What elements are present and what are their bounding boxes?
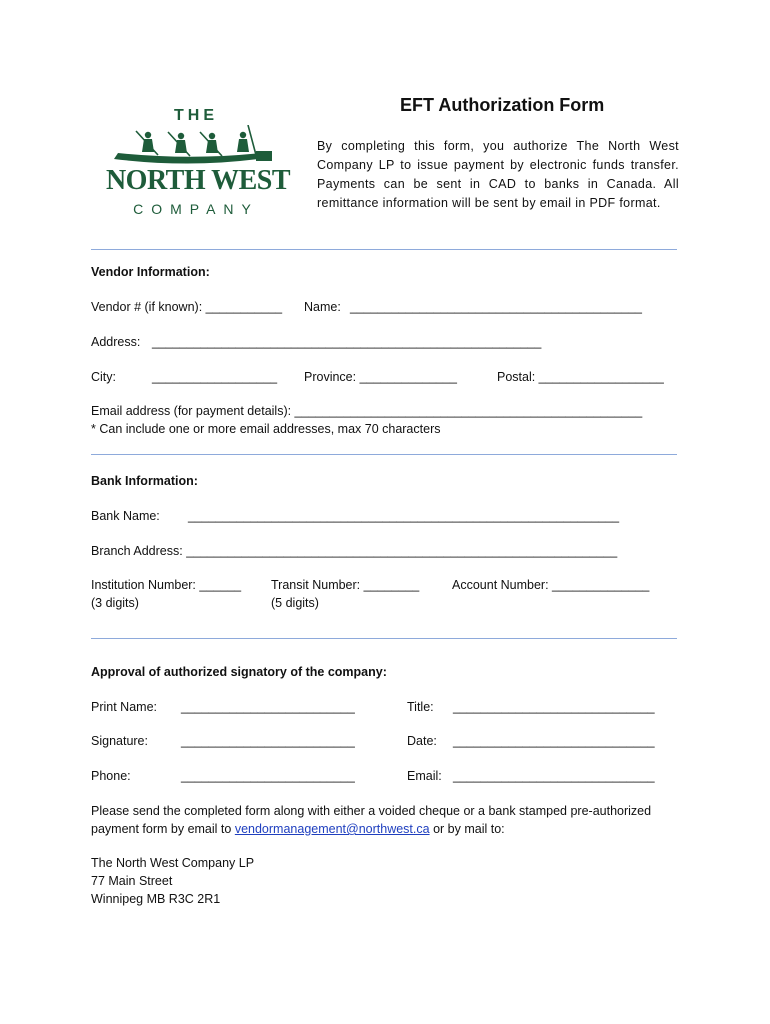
instructions-post: or by mail to: [433,822,505,836]
signature-label: Signature: [91,734,148,748]
mailing-address-line-3: Winnipeg MB R3C 2R1 [91,892,221,906]
postal-field[interactable]: Postal: __________________ [497,370,664,384]
institution-number-field[interactable]: Institution Number: ______ [91,578,242,592]
address-field[interactable]: ________________________________________________________ [152,335,542,349]
title-label: Title: [407,700,434,714]
logo-sub-text: COMPANY [133,201,259,217]
province-field[interactable]: Province: ______________ [304,370,457,384]
city-label: City: [91,370,116,384]
branch-address-field[interactable]: Branch Address: ______________________________________________________________ [91,544,618,558]
email-note: * Can include one or more email addresses, max 70 characters [91,422,441,436]
instructions-pre: payment form by email to [91,822,232,836]
city-field[interactable]: __________________ [152,370,278,384]
logo-the-text: THE [174,107,218,124]
vendor-heading: Vendor Information: [91,265,210,279]
vendor-number-field[interactable]: Vendor # (if known): ___________ [91,300,283,314]
vendor-name-field[interactable]: __________________________________________ [350,300,642,314]
print-name-label: Print Name: [91,700,157,714]
mailing-address-line-1: The North West Company LP [91,856,255,870]
account-number-field[interactable]: Account Number: ______________ [452,578,650,592]
divider [91,454,677,455]
form-title: EFT Authorization Form [400,95,605,115]
logo-main-text: NORTH WEST [105,165,291,196]
print-name-field[interactable]: _________________________ [181,700,355,714]
bank-name-label: Bank Name: [91,509,160,523]
address-label: Address: [91,335,141,349]
divider [91,249,677,250]
vendor-name-label: Name: [304,300,341,314]
approval-email-field[interactable]: _____________________________ [453,769,655,783]
transit-number-field[interactable]: Transit Number: ________ [271,578,420,592]
signature-field[interactable]: _________________________ [181,734,355,748]
phone-field[interactable]: _________________________ [181,769,355,783]
vendor-management-email-link[interactable]: vendormanagement@northwest.ca [234,822,430,836]
form-intro: By completing this form, you authorize The North West Company LP to issue payment by electronic funds transfer. Payments can be sent in CAD to banks in Canada. All remittance information will be sent by email in PDF format. [317,139,679,210]
mailing-address-line-2: 77 Main Street [91,874,173,888]
company-logo [96,105,300,217]
instructions-line-1: Please send the completed form along with either a voided cheque or a bank stamped pre-authorized [91,804,652,818]
bank-name-field[interactable]: ______________________________________________________________ [188,509,620,523]
title-field[interactable]: _____________________________ [453,700,655,714]
divider [91,638,677,639]
transit-note: (5 digits) [271,596,319,610]
date-label: Date: [407,734,437,748]
email-field[interactable]: Email address (for payment details): __________________________________________________ [91,404,643,418]
instructions-line-2 [91,822,505,836]
bank-heading: Bank Information: [91,474,198,488]
phone-label: Phone: [91,769,131,783]
date-field[interactable]: _____________________________ [453,734,655,748]
approval-email-label: Email: [407,769,442,783]
institution-note: (3 digits) [91,596,139,610]
approval-heading: Approval of authorized signatory of the company: [91,665,387,679]
canoe-paddlers-icon [96,125,300,165]
